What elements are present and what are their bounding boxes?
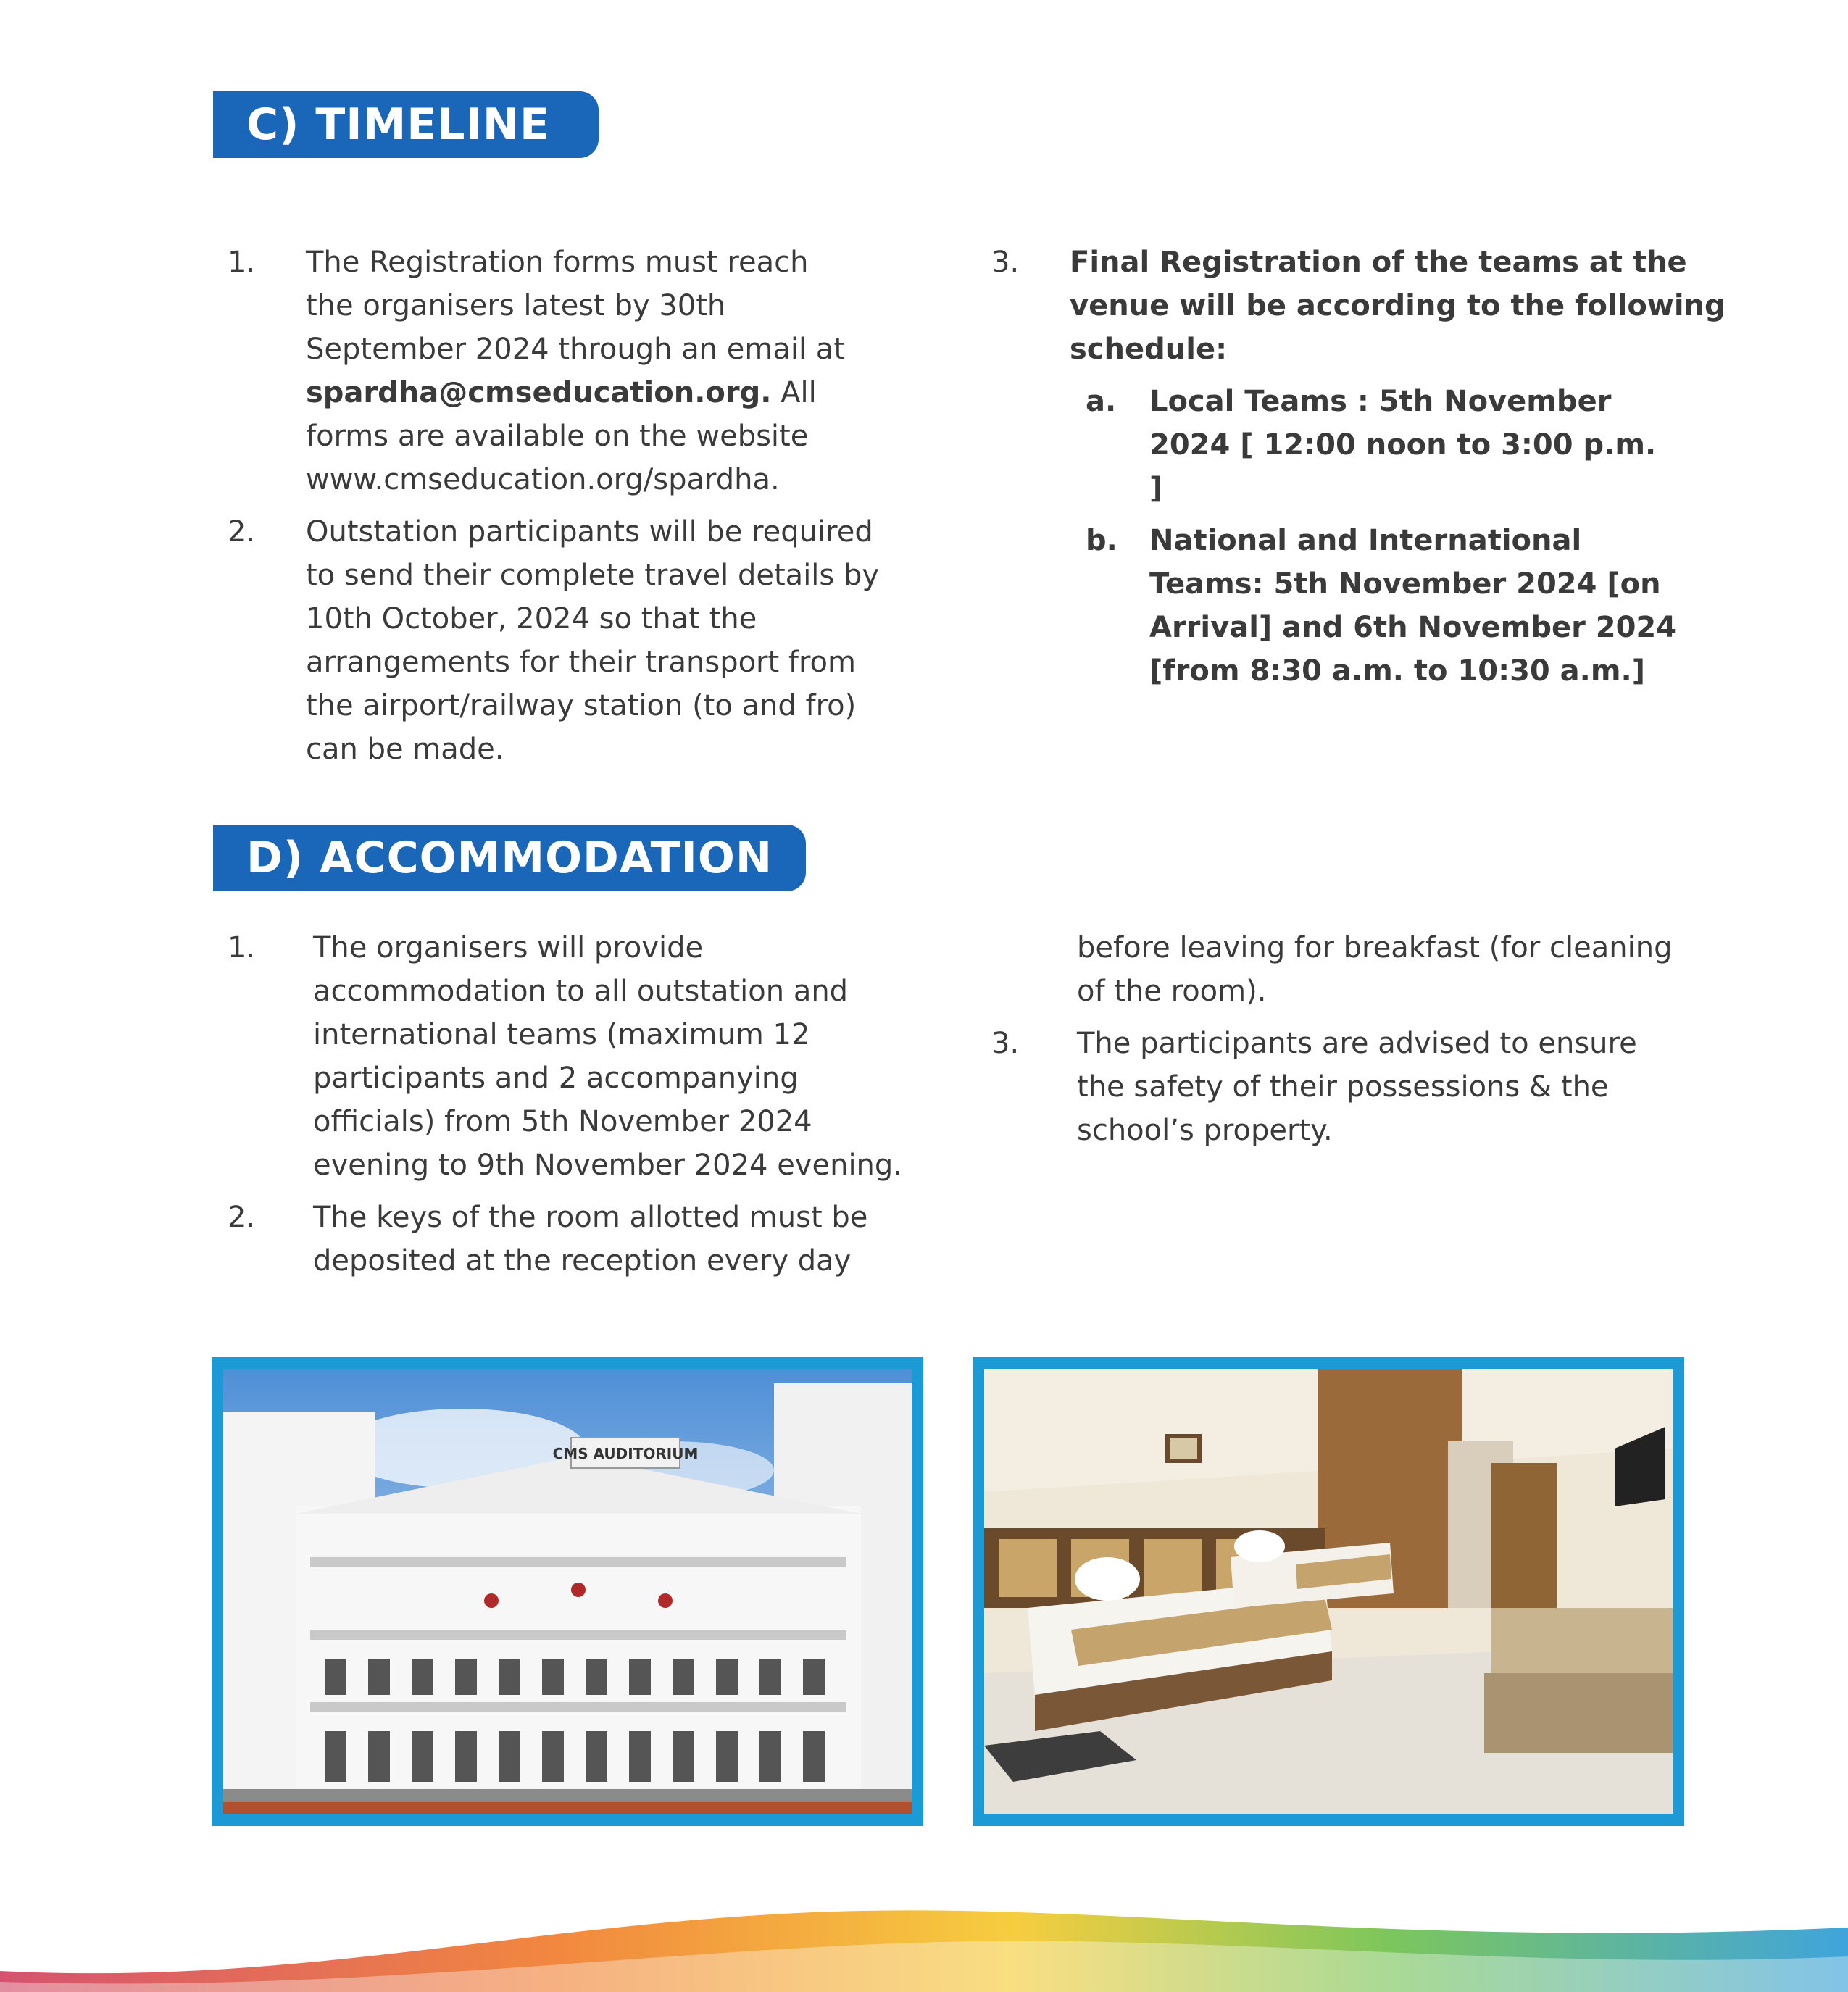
item-text: The participants are advised to ensure the safety of their possessions & the school’s property. (1077, 1027, 1637, 1147)
list-item (991, 1022, 1716, 1152)
sub-letter: b. (1086, 524, 1117, 557)
timeline-left-column (228, 241, 916, 780)
sub-item (1086, 380, 1716, 510)
auditorium-photo (212, 1357, 923, 1826)
sub-letter: a. (1086, 385, 1117, 418)
decorative-wave (0, 1884, 1848, 1992)
accommodation-right-column (991, 926, 1716, 1161)
item-text: The Registration forms must reach the organisers latest by 30th September 2024 through an email at (306, 246, 846, 366)
sub-item-text: National and International Teams: 5th November 2024 [on Arrival] and 6th November 2024 [from 8:30 a.m. to 10:30 a.m.] (1149, 524, 1677, 688)
item-text: All forms are available on the website www.cmseducation.org/spardha. (306, 376, 817, 496)
item-number: 2. (228, 1201, 256, 1234)
item-text: The keys of the room allotted must be deposited at the reception every day (313, 1201, 868, 1278)
room-image (984, 1369, 1673, 1814)
item-number: 3. (991, 1027, 1020, 1060)
list-item (228, 510, 916, 771)
timeline-heading: C) TIMELINE (213, 91, 599, 158)
accommodation-heading: D) ACCOMMODATION (213, 825, 806, 891)
item-number: 1. (228, 246, 256, 279)
accommodation-left-column (228, 926, 952, 1291)
item-number: 1. (228, 931, 256, 964)
item-text: Final Registration of the teams at the venue will be according to the following schedule: (1070, 246, 1726, 366)
email-link[interactable]: spardha@cmseducation.org. (306, 376, 772, 409)
auditorium-image (223, 1369, 912, 1814)
item-number: 3. (991, 246, 1020, 279)
item-number: 2. (228, 515, 256, 549)
item-text: Outstation participants will be required to send their complete travel details by 10th October, 2024 so that the arrangements for their transport from the airport/railway station (to and fro) can be made. (306, 515, 880, 766)
item-text: The organisers will provide accommodation to all outstation and international teams (maximum 12 participants and 2 accompanying officials) from 5th November 2024 evening to 9th November 2024 evening. (313, 931, 903, 1182)
sub-item-text: Local Teams : 5th November 2024 [ 12:00 noon to 3:00 p.m. ] (1149, 385, 1657, 505)
room-photo (973, 1357, 1684, 1826)
list-item-continued (991, 926, 1716, 1013)
list-item (228, 1196, 952, 1283)
item-text: before leaving for breakfast (for cleaning of the room). (1077, 931, 1673, 1008)
list-item (228, 241, 916, 501)
list-item (228, 926, 952, 1187)
list-item (991, 241, 1726, 371)
auditorium-sign: CMS AUDITORIUM (552, 1445, 699, 1462)
timeline-right-column (991, 241, 1726, 693)
sub-item (1086, 519, 1716, 693)
